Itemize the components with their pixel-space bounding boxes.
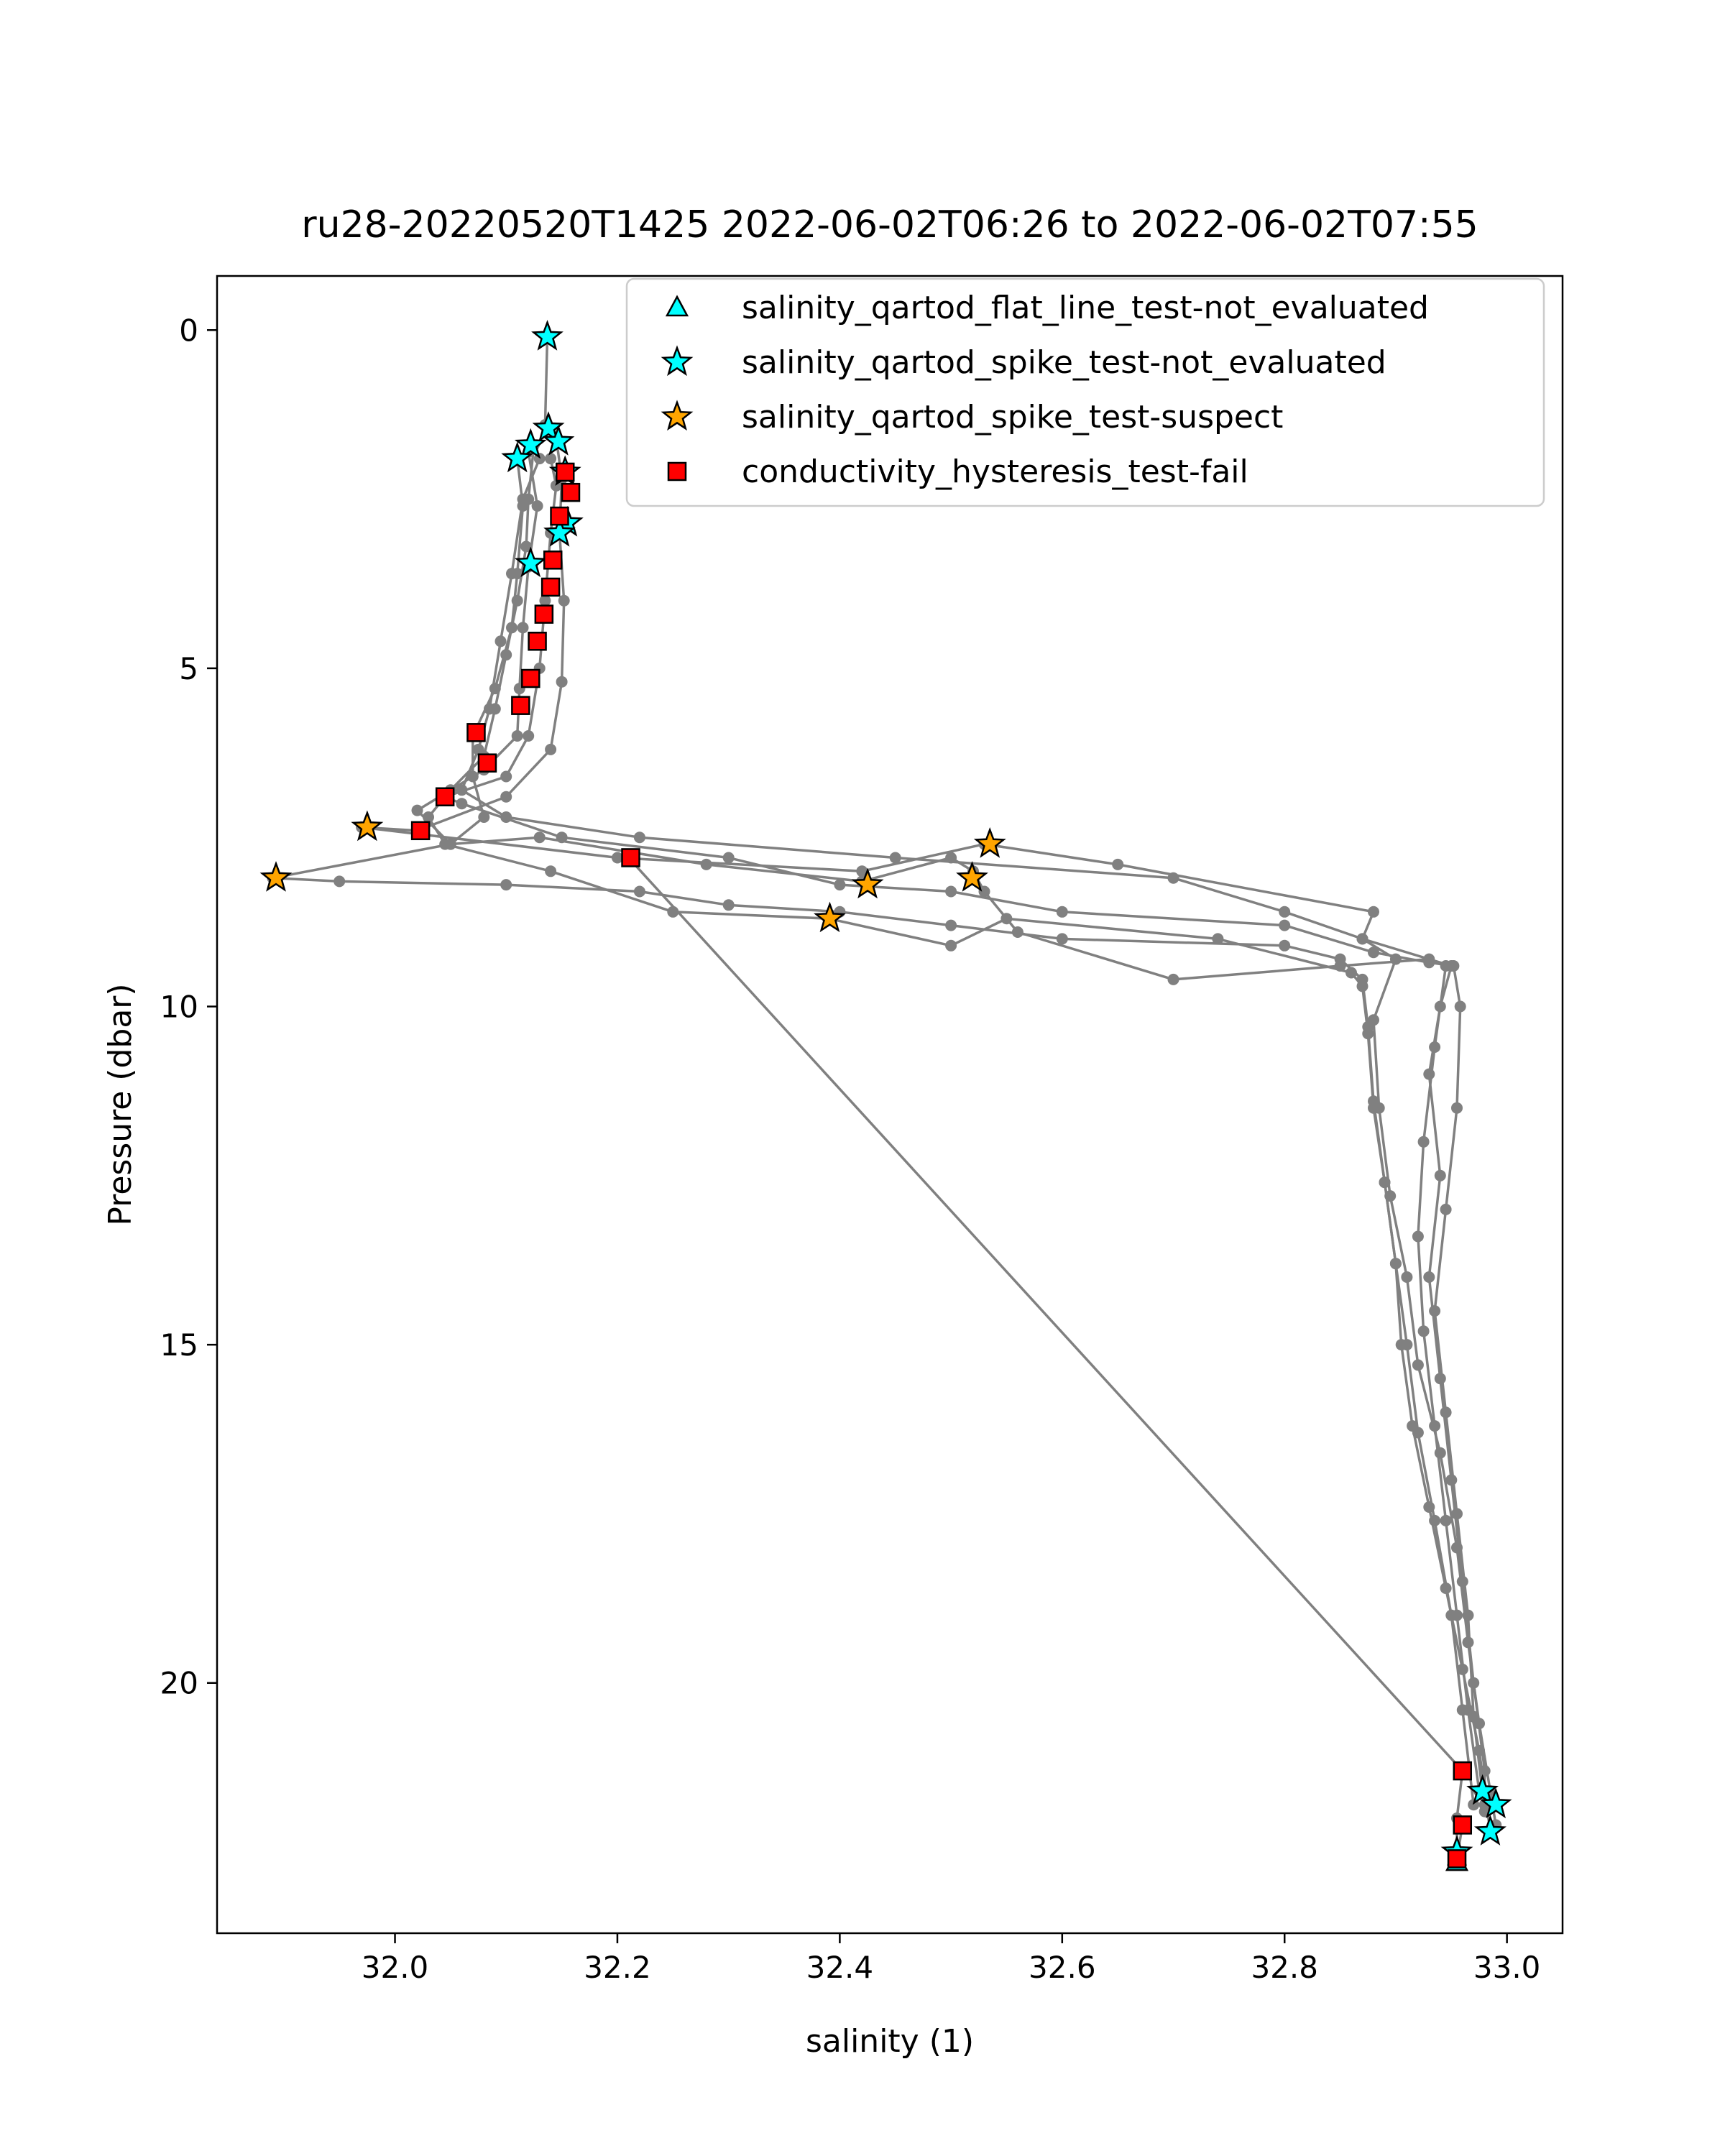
legend-label: conductivity_hysteresis_test-fail [742, 453, 1248, 490]
profile-point [1401, 1271, 1412, 1283]
profile-point [1440, 960, 1452, 972]
profile-point [1451, 1102, 1463, 1114]
x-tick-label: 32.8 [1251, 1950, 1318, 1985]
profile-point [1423, 1271, 1435, 1283]
profile-point [834, 879, 845, 890]
profile-point [1445, 1474, 1457, 1485]
profile-point [545, 744, 556, 755]
profile-point [1412, 1231, 1424, 1243]
marker-square-3 [542, 579, 559, 596]
profile-point [556, 676, 568, 688]
profile-point [634, 831, 645, 843]
profile-point [512, 730, 523, 742]
profile-point [456, 798, 467, 809]
profile-point [500, 649, 512, 660]
profile-point [723, 852, 735, 864]
profile-point [1168, 872, 1179, 884]
profile-point [1440, 1515, 1452, 1526]
y-axis-label: Pressure (dbar) [102, 983, 139, 1226]
profile-point [1401, 1339, 1412, 1350]
profile-point [1379, 1176, 1391, 1188]
marker-square-3 [622, 849, 640, 866]
marker-square-3 [544, 551, 561, 568]
profile-point [945, 886, 957, 898]
profile-point [1418, 1325, 1430, 1337]
legend [627, 279, 1544, 506]
profile-point [1429, 1515, 1440, 1526]
profile-point [1357, 933, 1368, 944]
profile-point [1368, 1102, 1379, 1114]
y-tick-label: 0 [179, 313, 198, 349]
marker-square-3 [535, 606, 553, 623]
legend-label: salinity_qartod_spike_test-not_evaluated [742, 344, 1386, 381]
profile-point [1390, 1258, 1402, 1269]
marker-square-3 [1448, 1850, 1466, 1867]
profile-point [500, 879, 512, 890]
profile-point [945, 920, 957, 931]
profile-point [1057, 933, 1068, 944]
profile-point [1440, 1406, 1452, 1418]
profile-point [1451, 1542, 1463, 1554]
profile-point [1279, 906, 1290, 918]
profile-point [523, 494, 534, 505]
profile-point [1412, 1359, 1424, 1370]
profile-point [890, 852, 901, 864]
profile-point [1357, 980, 1368, 992]
profile-point [945, 852, 957, 864]
profile-point [634, 886, 645, 898]
profile-point [1418, 1136, 1430, 1148]
profile-point [523, 730, 534, 742]
profile-point [1279, 940, 1290, 952]
marker-square-3 [551, 507, 569, 525]
profile-point [500, 771, 512, 783]
profile-point [500, 791, 512, 803]
y-tick-label: 5 [179, 650, 198, 686]
profile-point [1440, 1204, 1452, 1215]
legend-marker-square [668, 463, 686, 480]
x-tick-label: 33.0 [1473, 1950, 1541, 1985]
profile-point [439, 839, 451, 850]
profile-point [545, 865, 556, 877]
y-tick-label: 20 [160, 1665, 198, 1701]
profile-point [489, 703, 501, 714]
profile-point [1455, 1001, 1466, 1013]
profile-point [1423, 954, 1435, 965]
profile-point [1212, 933, 1223, 944]
marker-square-3 [436, 788, 454, 806]
marker-square-3 [467, 724, 484, 741]
x-tick-label: 32.0 [361, 1950, 429, 1985]
profile-point [1368, 906, 1379, 918]
x-tick-label: 32.2 [584, 1950, 651, 1985]
profile-point [1112, 859, 1123, 870]
marker-square-3 [1454, 1762, 1471, 1779]
profile-point [1057, 906, 1068, 918]
profile-point [478, 811, 489, 823]
profile-point [1412, 1427, 1424, 1439]
chart-title: ru28-20220520T1425 2022-06-02T06:26 to 2022-06-02T07:55 [301, 203, 1478, 247]
profile-point [500, 811, 512, 823]
profile-point [1429, 1420, 1440, 1432]
legend-label: salinity_qartod_spike_test-suspect [742, 399, 1284, 436]
x-axis-label: salinity (1) [805, 2023, 975, 2060]
profile-point [534, 831, 546, 843]
profile-point [1429, 1041, 1440, 1053]
profile-point [1012, 926, 1024, 938]
x-tick-label: 32.4 [806, 1950, 874, 1985]
profile-point [334, 875, 345, 887]
profile-point [701, 859, 712, 870]
profile-point [1429, 1305, 1440, 1317]
marker-square-3 [479, 755, 496, 772]
profile-point [723, 899, 735, 911]
marker-square-3 [522, 670, 539, 687]
x-tick-label: 32.6 [1029, 1950, 1096, 1985]
marker-square-3 [512, 697, 529, 714]
y-tick-label: 15 [160, 1327, 198, 1363]
y-tick-label: 10 [160, 989, 198, 1025]
profile-point [1435, 1373, 1446, 1384]
profile-point [1279, 920, 1290, 931]
profile-point [518, 622, 529, 633]
marker-square-3 [529, 632, 546, 650]
profile-point [1435, 1170, 1446, 1181]
marker-square-3 [412, 822, 429, 839]
profile-point [945, 940, 957, 952]
profile-point [412, 805, 423, 816]
profile-point [512, 595, 523, 607]
legend-label: salinity_qartod_flat_line_test-not_evaluated [742, 290, 1429, 326]
profile-point [1457, 1704, 1468, 1715]
profile-point [495, 635, 507, 647]
profile-point [1463, 1636, 1474, 1648]
profile-point [1445, 1610, 1457, 1621]
profile-point [545, 453, 556, 464]
marker-square-3 [562, 484, 579, 501]
marker-square-3 [556, 464, 574, 481]
profile-point [1362, 1028, 1374, 1039]
profile-point [1168, 974, 1179, 985]
profile-point [1000, 913, 1012, 924]
marker-square-3 [1454, 1816, 1471, 1833]
profile-point [1346, 967, 1357, 979]
